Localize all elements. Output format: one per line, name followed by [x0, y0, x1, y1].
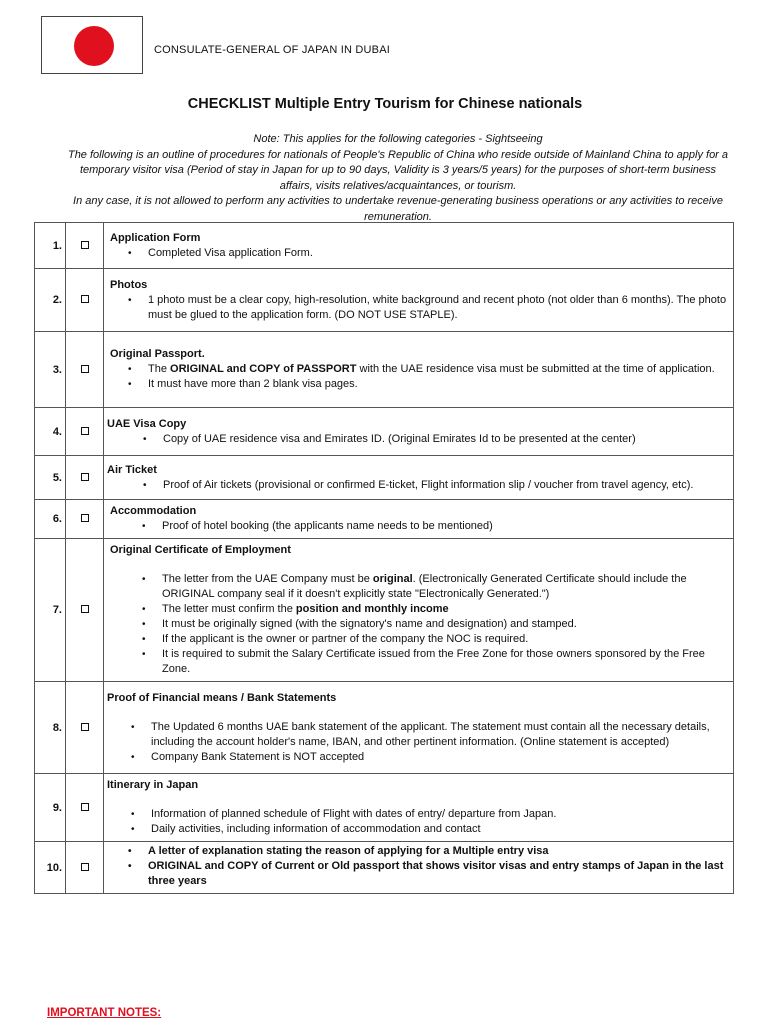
checkbox-icon[interactable]: [81, 473, 89, 481]
item-title: Original Certificate of Employment: [110, 544, 291, 556]
table-row: [35, 332, 734, 408]
item-number: 2.: [35, 269, 66, 332]
list-item: • If the applicant is the owner or partner of the company the NOC is required.: [162, 632, 727, 647]
intro: [62, 132, 734, 225]
checkbox-icon[interactable]: [81, 605, 89, 613]
item-number: 7.: [35, 539, 66, 682]
item-number: 1.: [35, 223, 66, 269]
item-title: UAE Visa Copy: [107, 417, 187, 430]
table-row: [35, 269, 734, 332]
checkbox-icon[interactable]: [81, 514, 89, 522]
item-number: 6.: [35, 500, 66, 539]
list-item: • Completed Visa application Form.: [148, 246, 727, 261]
list-item: • It must have more than 2 blank visa pages.: [148, 377, 727, 392]
item-number: 10.: [35, 842, 66, 894]
table-row: [35, 456, 734, 500]
table-row: [35, 842, 734, 894]
list-item: • Information of planned schedule of Flight with dates of entry/ departure from Japan.: [151, 807, 727, 822]
table-row: [35, 682, 734, 774]
intro-outline: The following is an outline of procedures for nationals of People's Republic of China who reside outside of Mainland China to apply for a temporary visitor visa (Period of stay in Japan for up to 90 days, Validity is 3 years/5 years) for the purposes of short-term business affairs, visits relatives/acquaintances, or tourism.: [67, 148, 729, 192]
list-item: • The letter from the UAE Company must be original. (Electronically Generated Certificate should include the ORIGINAL company seal if it doesn't explicitly state "Electronically Generated."): [162, 572, 727, 602]
page-title: CHECKLIST Multiple Entry Tourism for Chinese nationals: [187, 96, 583, 112]
table-row: [35, 223, 734, 269]
intro-note: Note: This applies for the following categories - Sightseeing: [253, 133, 543, 145]
flag-sun: [74, 26, 114, 66]
table-row: [35, 774, 734, 842]
list-item: • Company Bank Statement is NOT accepted: [151, 750, 727, 765]
item-title: Proof of Financial means / Bank Statements: [107, 691, 337, 704]
list-item: • Daily activities, including information of accommodation and contact: [151, 822, 727, 837]
checkbox-icon[interactable]: [81, 427, 89, 435]
list-item: • The letter must confirm the position and monthly income: [162, 602, 727, 617]
item-number: 4.: [35, 408, 66, 456]
list-item: • A letter of explanation stating the reason of applying for a Multiple entry visa: [148, 844, 727, 859]
list-item: • Copy of UAE residence visa and Emirates ID. (Original Emirates Id to be presented at the center): [163, 432, 727, 447]
table-row: [35, 408, 734, 456]
checkbox-icon[interactable]: [81, 365, 89, 373]
checkbox-icon[interactable]: [81, 241, 89, 249]
list-item: • 1 photo must be a clear copy, high-resolution, white background and recent photo (not older than 6 months). The photo must be glued to the application form. (DO NOT USE STAPLE).: [148, 293, 727, 323]
consulate-name: CONSULATE-GENERAL OF JAPAN IN DUBAI: [154, 44, 391, 56]
item-number: 3.: [35, 332, 66, 408]
japan-flag-icon: [41, 16, 143, 74]
table-row: [35, 539, 734, 682]
item-number: 5.: [35, 456, 66, 500]
checkbox-icon[interactable]: [81, 295, 89, 303]
checklist-table: [34, 222, 734, 894]
list-item: • Proof of hotel booking (the applicants name needs to be mentioned): [162, 519, 727, 534]
table-row: [35, 500, 734, 539]
checkbox-icon[interactable]: [81, 723, 89, 731]
item-title: Application Form: [110, 231, 201, 244]
list-item: • The ORIGINAL and COPY of PASSPORT with the UAE residence visa must be submitted at the time of application.: [148, 362, 727, 377]
list-item: • Proof of Air tickets (provisional or confirmed E-ticket, Flight information slip / voucher from travel agency, etc).: [163, 478, 727, 493]
intro-warning: In any case, it is not allowed to perform any activities to undertake revenue-generating business operations or any activities to receive remuneration.: [73, 195, 723, 223]
checkbox-icon[interactable]: [81, 803, 89, 811]
list-item: • It is required to submit the Salary Certificate issued from the Free Zone for those owners sponsored by the Free Zone.: [162, 647, 727, 677]
item-title: Air Ticket: [107, 463, 157, 476]
important-notes-heading: IMPORTANT NOTES:: [47, 1007, 162, 1019]
item-number: 8.: [35, 682, 66, 774]
list-item: • ORIGINAL and COPY of Current or Old passport that shows visitor visas and entry stamps of Japan in the last three years: [148, 859, 727, 889]
checkbox-icon[interactable]: [81, 863, 89, 871]
list-item: • It must be originally signed (with the signatory's name and designation) and stamped.: [162, 617, 727, 632]
item-title: Original Passport.: [110, 348, 205, 360]
list-item: • The Updated 6 months UAE bank statement of the applicant. The statement must contain all the necessary details, including the account holder's name, IBAN, and other pertinent information. (Online statement is accepted): [151, 720, 727, 750]
item-title: Accommodation: [110, 505, 197, 517]
item-title: Itinerary in Japan: [107, 779, 199, 791]
item-number: 9.: [35, 774, 66, 842]
item-title: Photos: [110, 278, 148, 291]
